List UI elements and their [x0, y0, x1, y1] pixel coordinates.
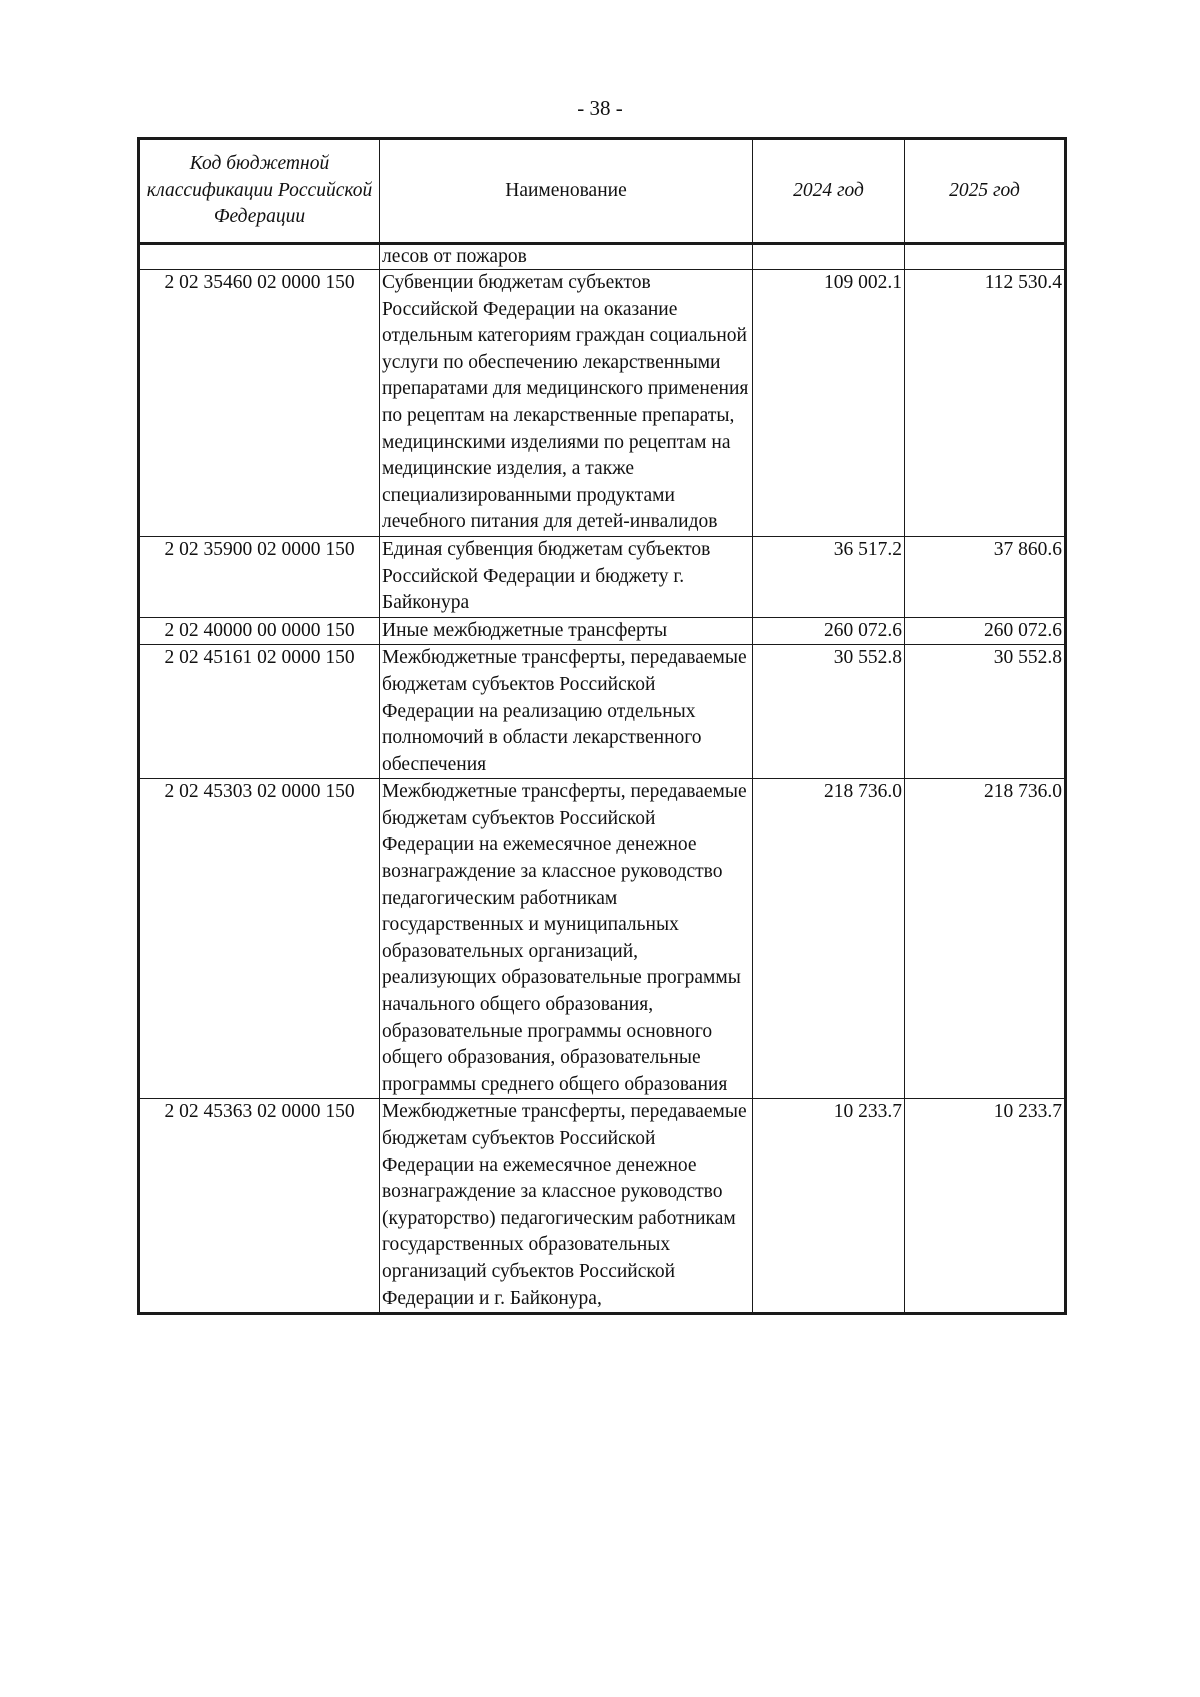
- header-year-2024: 2024 год: [753, 139, 905, 244]
- cell-year-2025: 218 736.0: [905, 779, 1066, 1099]
- cell-year-2025: 260 072.6: [905, 617, 1066, 645]
- table-row: [139, 270, 1066, 537]
- cell-name: Субвенции бюджетам субъектов Российской Федерации на оказание отдельным категориям граждан социальной услуги по обеспечению лекарственными препаратами для медицинского применения по рецептам на лекарственные препараты, медицинскими изделиями по рецептам на медицинские изделия, а также специализированными продуктами лечебного питания для детей-инвалидов: [380, 270, 753, 537]
- cell-year-2024: 260 072.6: [753, 617, 905, 645]
- cell-code: 2 02 40000 00 0000 150: [139, 617, 380, 645]
- table-row: [139, 779, 1066, 1099]
- cell-name: Единая субвенция бюджетам субъектов Российской Федерации и бюджету г. Байконура: [380, 536, 753, 617]
- cell-code: 2 02 35460 02 0000 150: [139, 270, 380, 537]
- cell-code: 2 02 35900 02 0000 150: [139, 536, 380, 617]
- cell-year-2024: 10 233.7: [753, 1099, 905, 1314]
- cell-year-2025: 37 860.6: [905, 536, 1066, 617]
- cell-year-2025: [905, 244, 1066, 270]
- cell-name: Межбюджетные трансферты, передаваемые бюджетам субъектов Российской Федерации на реализацию отдельных полномочий в области лекарственного обеспечения: [380, 645, 753, 779]
- cell-year-2025: 30 552.8: [905, 645, 1066, 779]
- cell-code: 2 02 45161 02 0000 150: [139, 645, 380, 779]
- cell-code: [139, 244, 380, 270]
- cell-code: 2 02 45303 02 0000 150: [139, 779, 380, 1099]
- budget-table: [137, 137, 1067, 1315]
- cell-name: Иные межбюджетные трансферты: [380, 617, 753, 645]
- table-row: [139, 536, 1066, 617]
- header-name: Наименование: [380, 139, 753, 244]
- header-code: Код бюджетной классификации Российской Федерации: [139, 139, 380, 244]
- cell-year-2025: 10 233.7: [905, 1099, 1066, 1314]
- cell-year-2024: [753, 244, 905, 270]
- cell-year-2025: 112 530.4: [905, 270, 1066, 537]
- cell-year-2024: 109 002.1: [753, 270, 905, 537]
- table-header-row: [139, 139, 1066, 244]
- table-row: [139, 617, 1066, 645]
- page-number: - 38 -: [577, 96, 623, 120]
- table-row: [139, 645, 1066, 779]
- cell-year-2024: 218 736.0: [753, 779, 905, 1099]
- cell-name: Межбюджетные трансферты, передаваемые бюджетам субъектов Российской Федерации на ежемесячное денежное вознаграждение за классное руководство (кураторство) педагогическим работникам государственных образовательных организаций субъектов Российской Федерации и г. Байконура,: [380, 1099, 753, 1314]
- cell-name: лесов от пожаров: [380, 244, 753, 270]
- cell-code: 2 02 45363 02 0000 150: [139, 1099, 380, 1314]
- cell-year-2024: 36 517.2: [753, 536, 905, 617]
- header-year-2025: 2025 год: [905, 139, 1066, 244]
- table-row-continuation: [139, 244, 1066, 270]
- cell-year-2024: 30 552.8: [753, 645, 905, 779]
- table-row: [139, 1099, 1066, 1314]
- cell-name: Межбюджетные трансферты, передаваемые бюджетам субъектов Российской Федерации на ежемесячное денежное вознаграждение за классное руководство педагогическим работникам государственных и муниципальных образовательных организаций, реализующих образовательные программы начального общего образования, образовательные программы основного общего образования, образовательные программы среднего общего образования: [380, 779, 753, 1099]
